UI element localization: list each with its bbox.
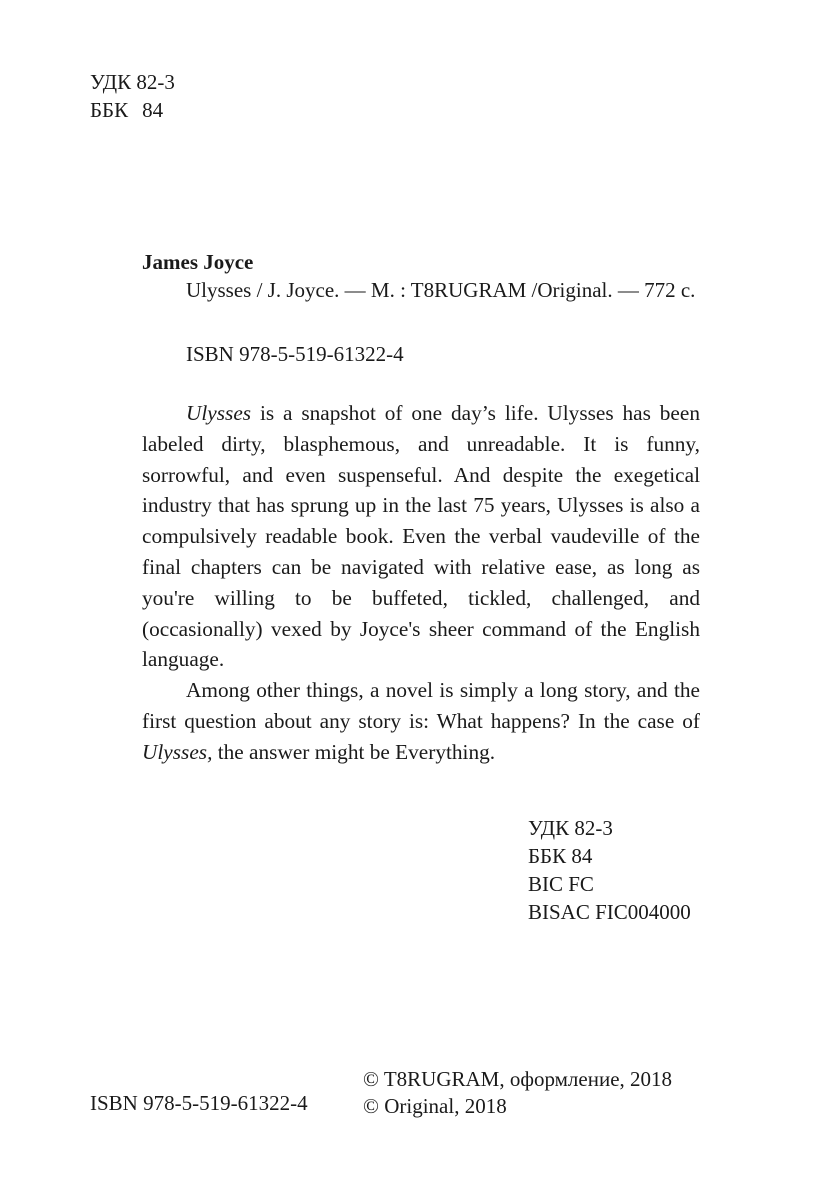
- bbk-code: ББК 84: [528, 844, 593, 868]
- author-name: James Joyce: [142, 250, 254, 274]
- annotation-text: Among other things, a novel is simply a long story, and the first question about any story is: What happens? In the case of: [142, 678, 700, 733]
- bibliographic-citation: Ulysses / J. Joyce. — M. : T8RUGRAM /Original. — 772 c.: [186, 278, 696, 302]
- copyright-publisher: © T8RUGRAM, оформление, 2018: [363, 1067, 673, 1091]
- annotation-paragraph-1: [142, 398, 700, 675]
- bbk-value: 84: [142, 98, 164, 122]
- bic-code: BIC FC: [528, 872, 594, 896]
- copyright-block: [363, 1066, 672, 1120]
- annotation-paragraph-2: [142, 675, 700, 767]
- title-italic: Ulysses,: [142, 739, 213, 764]
- top-bbk-line: [90, 96, 175, 124]
- copyright-original: © Original, 2018: [363, 1094, 507, 1118]
- udk-label: УДК: [90, 70, 132, 94]
- classification-block: [528, 814, 691, 926]
- top-udk-line: [90, 68, 175, 96]
- bisac-code: BISAC FIC004000: [528, 900, 691, 924]
- isbn-number: ISBN 978-5-519-61322-4: [186, 342, 404, 366]
- annotation-text: the answer might be Everything.: [212, 739, 496, 764]
- annotation-text: is a snapshot of one day’s life. Ulysses has been labeled dirty, blasphemous, and unreadable. It is funny, sorrowful, and even suspenseful. And despite the exegetical industry that has sprung up in the last 75 years, Ulysses is also a compulsively readable book. Even the verbal vaudeville of the final chapters can be navigated with relative ease, as long as you're willing to be buffeted, tickled, challenged, and (occasionally) vexed by Joyce's sheer command of the English language.: [142, 401, 700, 672]
- footer-isbn: ISBN 978-5-519-61322-4: [90, 1091, 308, 1115]
- udk-code: УДК 82-3: [528, 816, 613, 840]
- top-classification-codes: [90, 68, 175, 124]
- bbk-label: ББК: [90, 98, 129, 122]
- title-italic: Ulysses: [186, 401, 252, 425]
- book-annotation: [142, 398, 700, 768]
- udk-value: 82-3: [136, 70, 175, 94]
